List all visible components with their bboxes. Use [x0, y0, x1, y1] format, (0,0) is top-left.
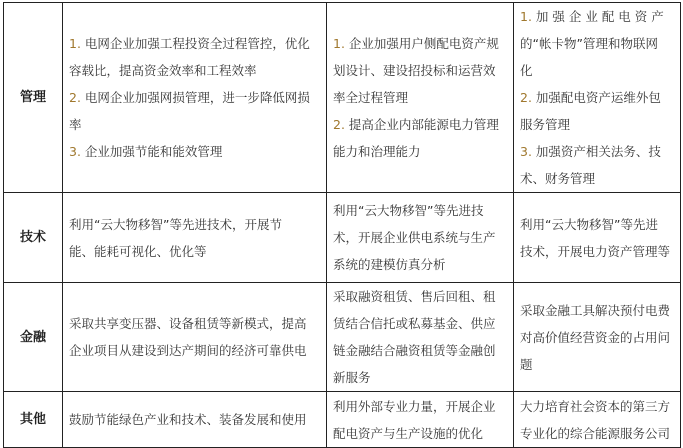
line-text: 划设计、建设招投标和运营效 [333, 63, 496, 78]
line-text: 术、财务管理 [520, 171, 596, 186]
cell-line [333, 283, 507, 310]
line-text: 电网企业加强工程投资全过程管控，优化 [84, 36, 310, 51]
cell-line [333, 337, 507, 364]
line-text: 容载比，提高资金效率和工程效率 [69, 63, 257, 78]
line-text: 企业加强用户侧配电资产规 [348, 36, 499, 51]
row-label: 管理 [4, 3, 63, 193]
table-cell [63, 3, 327, 193]
table-cell [327, 3, 514, 193]
line-text: 电网企业加强网损管理，进一步降低网损 [84, 90, 310, 105]
line-text: 加强资产相关法务、技 [535, 144, 661, 159]
cell-line [520, 238, 674, 265]
line-text: 率 [69, 117, 82, 132]
line-text: 利用“云大物移智”等先进技术，开展节 [69, 216, 282, 232]
cell-line [333, 111, 507, 138]
cell-line [69, 57, 320, 84]
table-row [4, 283, 681, 392]
cell-line [520, 297, 674, 324]
cell-line [333, 197, 507, 224]
cell-line [520, 165, 674, 192]
row-label: 金融 [4, 283, 63, 392]
line-text: 鼓励节能绿色产业和技术、装备发展和使用 [69, 412, 307, 427]
line-text: 采取共享变压器、设备租赁等新模式，提高 [69, 316, 307, 331]
cell-line [520, 324, 674, 351]
item-number: 2. [69, 90, 81, 105]
item-number: 1. [333, 36, 345, 51]
line-text: 加 强 企 业 配 电 资 产 [535, 9, 664, 24]
line-text: 能力和治理能力 [333, 144, 421, 159]
cell-line [333, 57, 507, 84]
line-text: 服务管理 [520, 117, 571, 132]
cell-line [69, 84, 320, 111]
cell-line [520, 111, 674, 138]
line-text: 采取金融工具解决预付电费 [520, 302, 671, 318]
line-text: 专业化的综合能源服务公司 [520, 425, 671, 441]
line-text: 企业项目从建设到达产期间的经济可靠供电 [69, 343, 307, 358]
item-number: 3. [69, 144, 81, 159]
cell-line [520, 84, 674, 111]
cell-line [520, 138, 674, 165]
cell-line [333, 30, 507, 57]
table-cell [327, 193, 514, 283]
cell-line [520, 420, 674, 447]
line-text: 采取融资租赁、售后回租、租 [333, 289, 496, 304]
line-text: 术，开展企业供电系统与生产 [333, 230, 496, 245]
table-cell [514, 283, 681, 392]
cell-line [69, 337, 320, 364]
item-number: 3. [520, 144, 532, 159]
cell-line [69, 111, 320, 138]
cell-line [69, 310, 320, 337]
table-row [4, 193, 681, 283]
cell-line [520, 3, 674, 30]
table-cell [63, 392, 327, 448]
line-text: 新服务 [333, 370, 371, 385]
item-number: 1. [69, 36, 81, 51]
line-text: 赁结合信托或私募基金、供应 [333, 316, 496, 331]
row-label: 技术 [4, 193, 63, 283]
item-number: 1. [520, 9, 532, 24]
line-text: 化 [520, 63, 533, 78]
cell-line [333, 310, 507, 337]
line-text: 配电资产与生产设施的优化 [333, 425, 484, 441]
line-text: 利用外部专业力量，开展企业 [333, 398, 496, 414]
cell-line [69, 30, 320, 57]
line-text: 能、能耗可视化、优化等 [69, 243, 207, 259]
line-text: 利用“云大物移智”等先进技 [333, 203, 484, 218]
cell-line [520, 351, 674, 378]
table-cell [514, 392, 681, 448]
line-text: 率全过程管理 [333, 90, 409, 105]
cell-line [520, 211, 674, 238]
cell-line [333, 420, 507, 447]
cell-line [333, 393, 507, 420]
line-text: 的“帐卡物”管理和物联网 [520, 36, 658, 51]
cell-line [333, 138, 507, 165]
line-text: 企业加强节能和能效管理 [84, 144, 223, 159]
cell-line [69, 138, 320, 165]
cell-line [69, 238, 320, 265]
table-cell [63, 193, 327, 283]
line-text: 技术，开展电力资产管理等 [520, 243, 671, 259]
line-text: 题 [520, 356, 533, 372]
comparison-table [3, 2, 681, 448]
cell-line [520, 393, 674, 420]
item-number: 2. [520, 90, 532, 105]
table-cell [63, 283, 327, 392]
cell-line [520, 57, 674, 84]
cell-line [520, 30, 674, 57]
line-text: 加强配电资产运维外包 [535, 90, 661, 105]
item-number: 2. [333, 117, 345, 132]
table-cell [327, 392, 514, 448]
table-cell [514, 3, 681, 193]
row-label: 其他 [4, 392, 63, 448]
table-cell [327, 283, 514, 392]
cell-line [333, 251, 507, 278]
table-row [4, 392, 681, 448]
cell-line [333, 224, 507, 251]
cell-line [333, 84, 507, 111]
line-text: 提高企业内部能源电力管理 [348, 117, 499, 132]
line-text: 利用“云大物移智”等先进 [520, 216, 658, 232]
cell-line [69, 211, 320, 238]
line-text: 大力培育社会资本的第三方 [520, 398, 671, 414]
table-cell [514, 193, 681, 283]
cell-line [333, 364, 507, 391]
line-text: 系统的建模仿真分析 [333, 257, 446, 272]
line-text: 链金融结合融资租赁等金融创 [333, 343, 496, 358]
cell-line [69, 406, 320, 433]
line-text: 对高价值经营资金的占用问 [520, 329, 671, 345]
table-row [4, 3, 681, 193]
